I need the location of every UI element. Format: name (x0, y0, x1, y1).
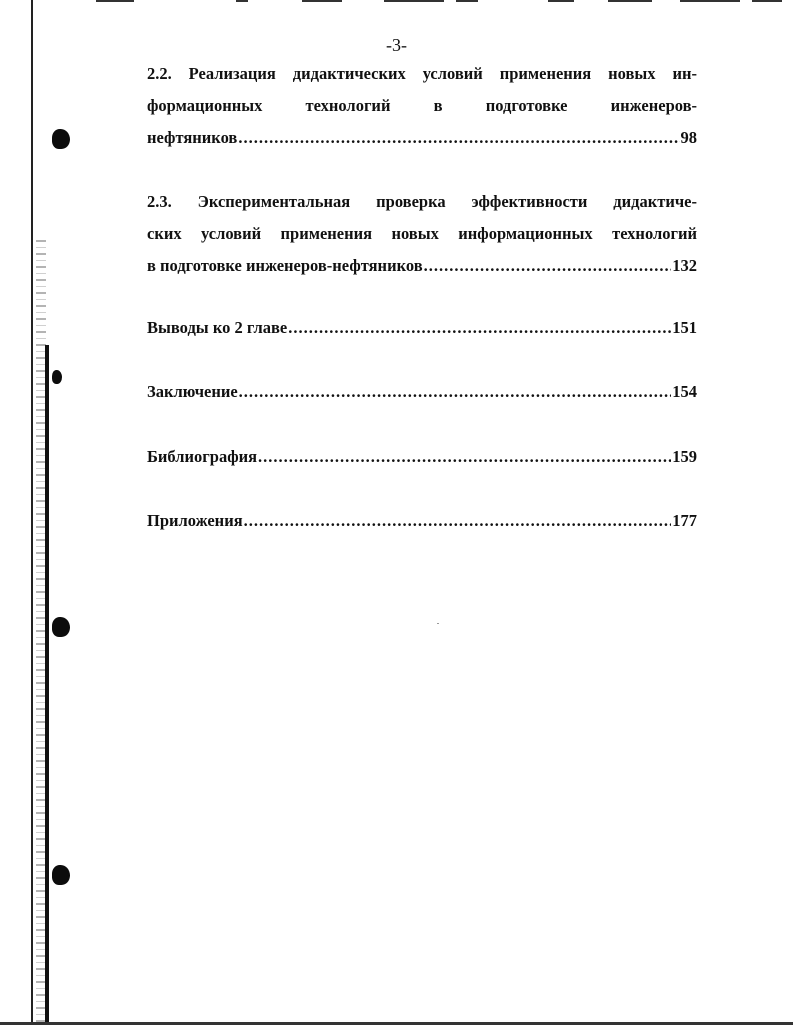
dot-leader (258, 441, 671, 473)
toc-entry-bibliography-line (147, 441, 697, 473)
toc-entry-2-3-line-3 (147, 250, 697, 282)
toc-entry-2-3-line-3-text: в подготовке инженеров-нефтяников (147, 256, 423, 275)
scan-binding-bar (45, 345, 49, 1025)
toc-entry-conclusion-page: 154 (672, 382, 697, 401)
punch-hole-2 (52, 370, 62, 384)
punch-hole-1 (52, 129, 70, 149)
toc-entry-appendices[interactable] (147, 505, 697, 537)
toc-entry-conclusions-chapter-2-page: 151 (672, 318, 697, 337)
toc-entry-2-3-line-2: ских условий применения новых информационных технологий (147, 224, 697, 243)
toc-entry-bibliography[interactable] (147, 441, 697, 473)
toc-entry-conclusion-title: Заключение (147, 382, 238, 401)
toc-entry-conclusion[interactable] (147, 376, 697, 408)
scan-top-edge (0, 0, 793, 8)
toc-entry-bibliography-title: Библиография (147, 447, 258, 466)
toc-entry-2-2-page: 98 (680, 128, 697, 147)
toc-entry-2-3-page: 132 (672, 256, 697, 275)
toc-entry-conclusions-chapter-2-line (147, 312, 697, 344)
dot-leader (239, 376, 672, 408)
dot-leader (244, 505, 672, 537)
punch-hole-3 (52, 617, 70, 637)
punch-hole-4 (52, 865, 70, 885)
toc-entry-conclusions-chapter-2[interactable] (147, 312, 697, 344)
toc-entry-appendices-page: 177 (672, 511, 697, 530)
dot-leader (288, 312, 671, 344)
toc-entry-appendices-title: Приложения (147, 511, 243, 530)
toc-entry-2-3-line-1: 2.3. Экспериментальная проверка эффективности дидактиче- (147, 192, 697, 211)
toc-entry-2-2-line-1: 2.2. Реализация дидактических условий применения новых ин- (147, 64, 697, 83)
page-number: -3- (386, 35, 407, 55)
dot-leader (424, 250, 672, 282)
toc-entry-bibliography-page: 159 (672, 447, 697, 466)
dot-leader (238, 122, 679, 154)
toc-entry-conclusions-chapter-2-title: Выводы ко 2 главе (147, 318, 288, 337)
scan-binding-line (31, 0, 33, 1025)
toc-entry-2-2-line-2: формационных технологий в подготовке инженеров- (147, 96, 697, 115)
toc-entry-conclusion-line (147, 376, 697, 408)
scan-speck (437, 623, 439, 624)
toc-entry-appendices-line (147, 505, 697, 537)
toc-entry-2-2[interactable] (147, 58, 697, 154)
toc-entry-2-3[interactable] (147, 186, 697, 282)
toc-entry-2-2-line-3 (147, 122, 697, 154)
toc-entry-2-2-line-3-text: нефтяников (147, 128, 238, 147)
